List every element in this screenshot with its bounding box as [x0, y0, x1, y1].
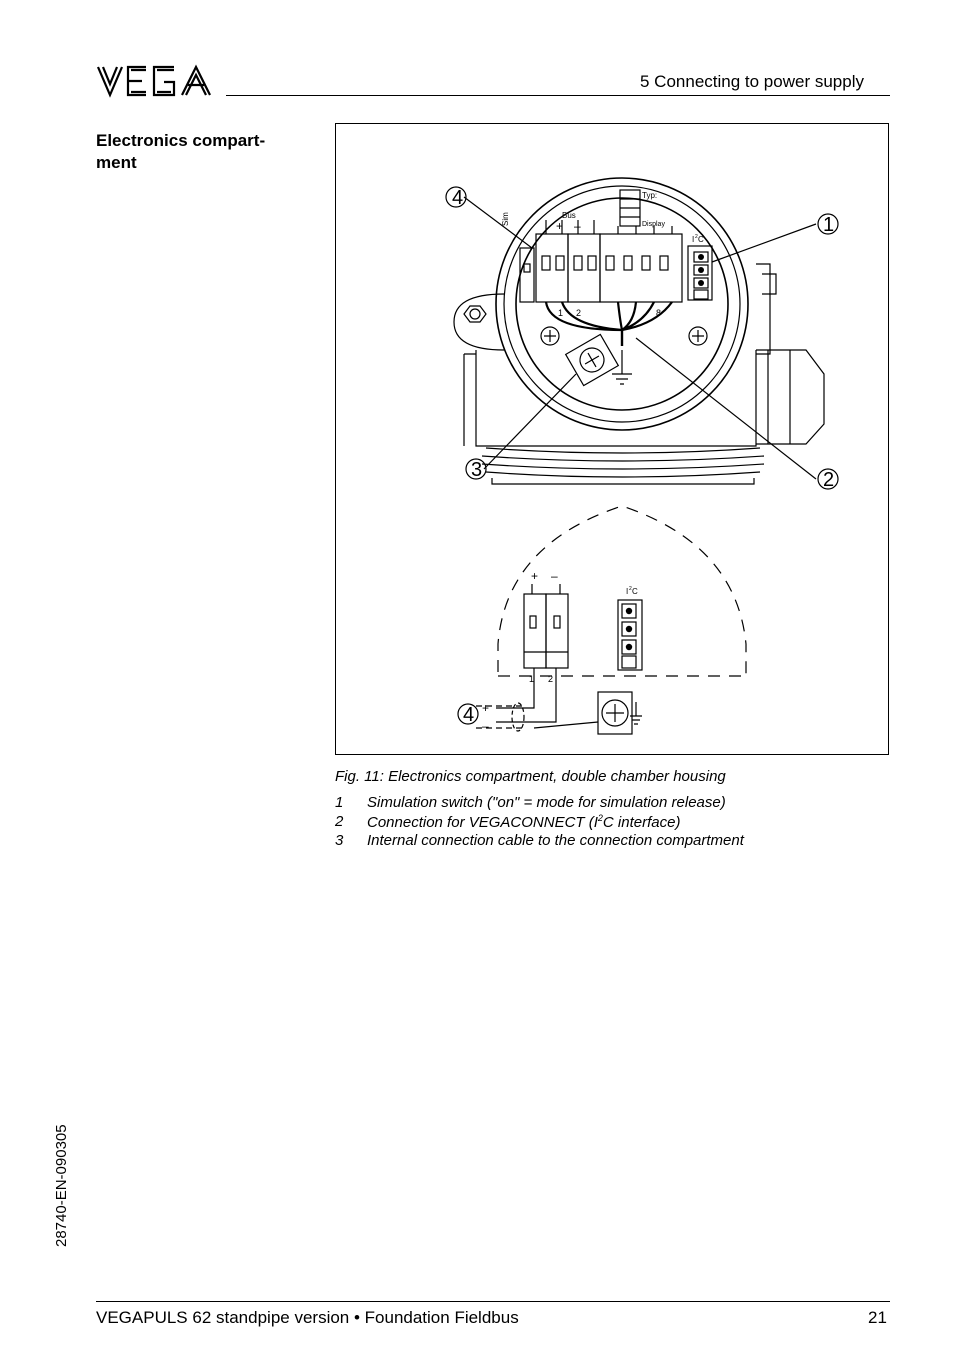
legend-item-3 [335, 832, 895, 851]
label-display: Display [642, 221, 665, 228]
label-terminal-2: 2 [576, 308, 582, 318]
callout-4: 4 [452, 187, 464, 209]
label-detail-i2c-c: C [632, 587, 638, 596]
label-i2c-i: I [692, 235, 695, 244]
label-i2c-2: 2 [695, 234, 698, 240]
figure-electronics-compartment [335, 123, 889, 755]
callout-1: 1 [823, 214, 835, 236]
label-cable-minus: – [482, 719, 489, 733]
page-number: 21 [868, 1308, 887, 1327]
label-terminal-1: 1 [558, 308, 564, 318]
label-i2c-c: C [698, 235, 704, 244]
callout-4-detail: 4 [463, 704, 475, 726]
label-cable-plus: + [482, 701, 490, 715]
label-detail-minus: – [551, 569, 558, 583]
label-bus: Bus [562, 211, 576, 220]
label-typ: Typ: [642, 191, 658, 200]
callout-2: 2 [823, 469, 835, 491]
figure-caption: Fig. 11: Electronics compartment, double chamber housing [335, 768, 726, 785]
side-heading-line-2: ment [96, 153, 137, 172]
label-terminal-8: 8 [656, 308, 662, 318]
wiring-diagram [336, 124, 890, 756]
label-detail-plus: + [531, 569, 539, 583]
side-heading-line-1: Electronics compart- [96, 131, 266, 150]
side-heading [96, 130, 296, 174]
label-detail-i2c-i: I [626, 587, 629, 596]
vega-logo [96, 64, 214, 98]
label-plus: + [556, 219, 564, 233]
legend-item-2 [335, 813, 895, 832]
legend-text-2-sup: 2 [597, 813, 603, 823]
section-title: 5 Connecting to power supply [640, 72, 864, 91]
legend-num-2: 2 [335, 813, 344, 830]
document-id: 28740-EN-090305 [53, 1124, 70, 1247]
footer-title: VEGAPULS 62 standpipe version • Foundation Fieldbus [96, 1308, 519, 1327]
footer-rule [96, 1301, 890, 1302]
legend-num-1: 1 [335, 794, 344, 811]
header-rule [226, 95, 890, 96]
label-detail-i2c-2: 2 [629, 586, 632, 592]
legend-text-2-after: C interface) [602, 814, 681, 831]
label-detail-terminal-1: 1 [529, 674, 535, 684]
legend-text-3: Internal connection cable to the connection compartment [367, 832, 744, 849]
callout-3: 3 [471, 459, 483, 481]
legend-item-1 [335, 794, 895, 813]
legend-text-2-before: Connection for VEGACONNECT (I [367, 814, 598, 831]
label-minus: – [574, 219, 581, 233]
legend-text-1: Simulation switch ("on" = mode for simulation release) [367, 794, 726, 811]
label-sim: Sim [501, 212, 510, 226]
legend-num-3: 3 [335, 832, 344, 849]
label-detail-terminal-2: 2 [548, 674, 554, 684]
legend-text-2 [367, 813, 680, 831]
figure-legend [335, 794, 895, 851]
